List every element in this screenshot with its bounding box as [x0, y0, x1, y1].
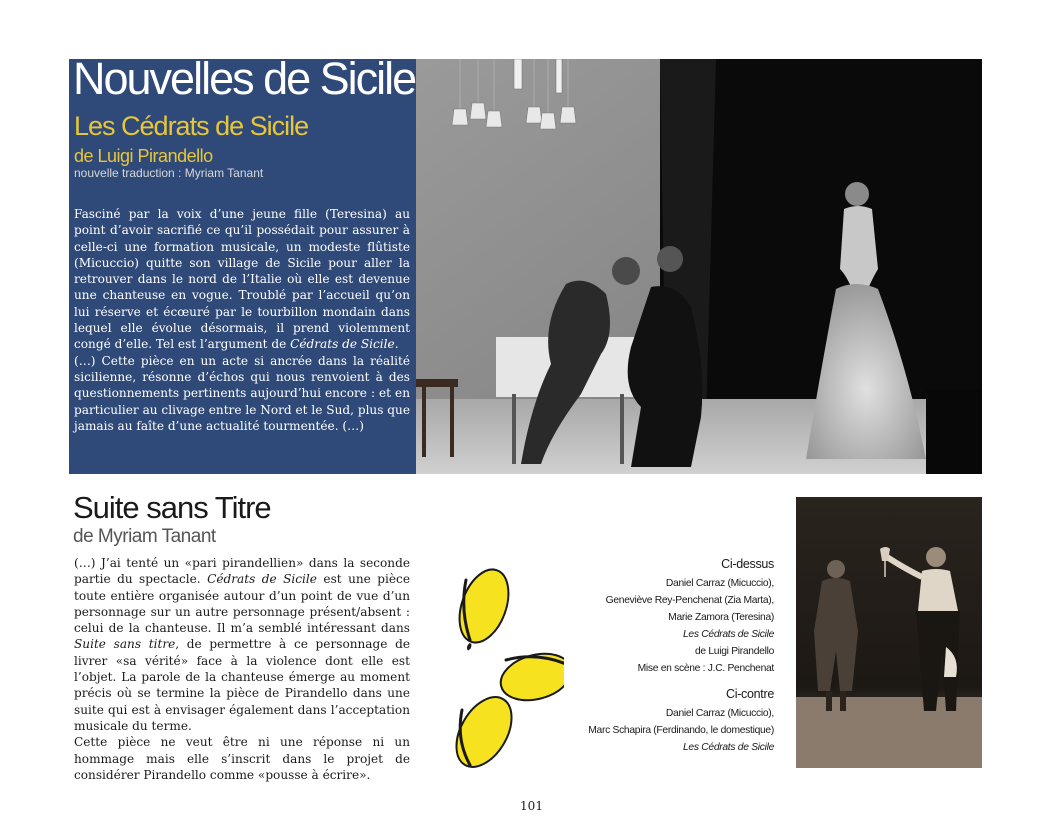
caption-line: Geneviève Rey-Penchenat (Zia Marta), — [605, 595, 774, 606]
play-author: de Luigi Pirandello — [74, 146, 213, 166]
caption-line: Marc Schapira (Ferdinando, le domestique) — [588, 725, 774, 736]
stage-photo-main — [416, 59, 982, 474]
lemon-icon — [445, 688, 523, 775]
section-paragraph-2: Cette pièce ne veut être ni une réponse ni un hommage mais elle s’inscrit dans le projet de considérer Pirandello comme «pousse à écrire». — [74, 735, 410, 782]
caption-director: Mise en scène : J.C. Penchenat — [637, 663, 774, 674]
stage-photo-small — [796, 497, 982, 768]
intro-paragraph-1: Fasciné par la voix d’une jeune fille (Teresina) au point d’avoir sacrifié ce qu’il possédait pour assurer à celle-ci une formation musicale, un modeste flûtiste (Micuccio) quitte son village de Sicile pour aller la retrouver dans le nord de l’Italie où elle est devenue une chanteuse en vogue. Troublé par l’accueil qu’on lui réserve et écœuré par le tourbillon mondain dans lequel elle évolue désormais, il prend violemment congé d’elle. Tel est l’argument de Cédrats de Sicile. — [74, 207, 410, 352]
page-number: 101 — [520, 799, 543, 813]
caption-title: Les Cédrats de Sicile — [683, 629, 774, 640]
intro-paragraph-2: (…) Cette pièce en un acte si ancrée dans la réalité sicilienne, résonne d’échos qui nous renvoient à des questionnements pertinents aujourd’hui encore : et en particulier au clivage entre le Nord et le Sud, plus que jamais au faîte d’une actualité tourmentée. (…) — [74, 353, 410, 433]
intro-text — [74, 206, 410, 434]
caption-line: Daniel Carraz (Micuccio), — [665, 578, 774, 589]
lemons-illustration — [444, 560, 564, 775]
play-title: Les Cédrats de Sicile — [74, 111, 309, 141]
caption-opposite-heading: Ci-contre — [725, 687, 774, 701]
section-title: Suite sans Titre — [73, 490, 271, 525]
photo-captions — [560, 556, 774, 756]
lemon-icon — [448, 563, 518, 657]
caption-line: Marie Zamora (Teresina) — [668, 612, 774, 623]
caption-author: de Luigi Pirandello — [694, 646, 774, 657]
caption-above-heading: Ci-dessus — [721, 557, 774, 571]
caption-line: Daniel Carraz (Micuccio), — [665, 708, 774, 719]
page-title: Nouvelles de Sicile — [73, 53, 416, 104]
translation-credit: nouvelle traduction : Myriam Tanant — [74, 166, 264, 180]
section-author: de Myriam Tanant — [73, 526, 216, 547]
section-paragraph-1: (…) J’ai tenté un «pari pirandellien» dans la seconde partie du spectacle. Cédrats de Sicile est une pièce toute entière organisée autour d’un point de vue d’un personnage sur un autre personnage présent/absent : celui de la chanteuse. Il m’a semblé intéressant dans Suite sans titre, de permettre à ce personnage de livrer «sa vérité» face à la violence dont elle est l’objet. La parole de la chanteuse émerge au moment précis où se termine la pièce de Pirandello dans une suite qui est à envisager également dans l’acceptation musicale du terme. — [74, 556, 410, 733]
caption-title: Les Cédrats de Sicile — [683, 742, 774, 753]
section-text — [74, 555, 410, 783]
